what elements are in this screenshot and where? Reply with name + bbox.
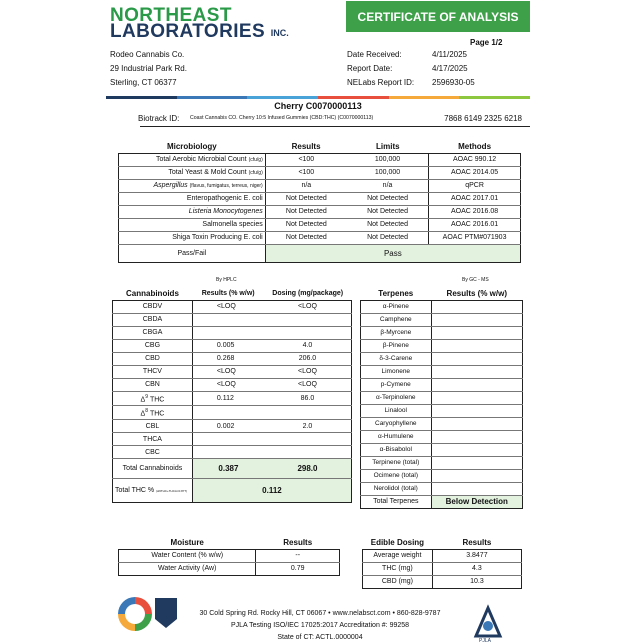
terp-row (361, 300, 523, 313)
micro-sub: (cfu/g) (248, 156, 263, 163)
cann-row (113, 446, 352, 459)
micro-name: Enteropathogenic E. coli (119, 192, 266, 205)
micro-name: Total Yeast & Mold Count (168, 168, 247, 176)
micro-row (119, 218, 521, 231)
terp-name: Limonene (361, 365, 432, 378)
micro-limit: Not Detected (347, 205, 429, 218)
terp-name: α-Humulene (361, 430, 432, 443)
terp-value (431, 339, 522, 352)
microbiology-table (118, 140, 521, 263)
total-cann-row (113, 459, 352, 479)
terp-value (431, 313, 522, 326)
cann-mg: 86.0 (264, 391, 352, 405)
terp-value (431, 482, 522, 495)
micro-limit: 100,000 (347, 166, 429, 179)
micro-method: AOAC PTM#071903 (429, 231, 521, 244)
total-thc-value: 0.112 (192, 479, 351, 503)
micro-row (119, 192, 521, 205)
micro-method: AOAC 2016.08 (429, 205, 521, 218)
terp-name: p-Cymene (361, 378, 432, 391)
micro-method: AOAC 2014.05 (429, 166, 521, 179)
micro-name: Salmonella species (119, 218, 266, 231)
cann-name: CBC (113, 446, 193, 459)
client-name: Rodeo Cannabis Co. (110, 50, 185, 59)
cann-row (113, 339, 352, 352)
cann-row (113, 405, 352, 419)
cann-mg (264, 433, 352, 446)
total-cann-label: Total Cannabinoids (113, 459, 193, 479)
total-terp-label: Total Terpenes (361, 495, 432, 508)
terp-value (431, 430, 522, 443)
terp-name: Caryophyllene (361, 417, 432, 430)
terp-name: α-Bisabolol (361, 443, 432, 456)
micro-result: Not Detected (265, 231, 347, 244)
terp-value (431, 404, 522, 417)
cann-pct: <LOQ (192, 300, 264, 313)
micro-row (119, 231, 521, 244)
micro-row (119, 179, 521, 192)
terp-row (361, 391, 523, 404)
cann-name: CBL (113, 420, 193, 433)
moisture-value: -- (256, 549, 340, 562)
cann-pct (192, 446, 264, 459)
micro-method: qPCR (429, 179, 521, 192)
edible-row (363, 575, 522, 588)
footer-accreditation: PJLA Testing ISO/IEC 17025:2017 Accreditation #: 99258 (230, 622, 410, 629)
client-address1: 29 Industrial Park Rd. (110, 64, 187, 73)
edible-row (363, 549, 522, 562)
terp-row (361, 352, 523, 365)
micro-method: AOAC 990.12 (429, 153, 521, 166)
micro-result: Not Detected (265, 205, 347, 218)
terp-row (361, 469, 523, 482)
terp-value (431, 326, 522, 339)
terp-name: β-Myrcene (361, 326, 432, 339)
terp-row (361, 482, 523, 495)
cann-row (113, 378, 352, 391)
terp-value (431, 417, 522, 430)
cann-mg (264, 405, 352, 419)
micro-row (119, 205, 521, 218)
cann-header: Dosing (mg/package) (264, 287, 352, 300)
cann-pct: <LOQ (192, 378, 264, 391)
cann-name: CBN (113, 378, 193, 391)
footer-state: State of CT: ACTL.0000004 (277, 634, 363, 641)
micro-header: Methods (429, 140, 521, 153)
terpenes-table (360, 287, 523, 509)
total-terp-value: Below Detection (431, 495, 522, 508)
received-label: Date Received: (347, 50, 402, 59)
cann-pct (192, 405, 264, 419)
terp-value (431, 365, 522, 378)
total-terp-row (361, 495, 523, 508)
report-id-label: NELabs Report ID: (347, 78, 415, 87)
cann-mg: <LOQ (264, 300, 352, 313)
cann-row (113, 420, 352, 433)
micro-result: <100 (265, 153, 347, 166)
cann-pct (192, 433, 264, 446)
terp-name: Ocimene (total) (361, 469, 432, 482)
received-date: 4/11/2025 (432, 50, 467, 59)
terp-row (361, 430, 523, 443)
logo-line1: NORTHEAST (110, 5, 232, 26)
passfail-value: Pass (265, 244, 520, 262)
total-thc-label: Total THC % (115, 486, 155, 494)
passfail-label: Pass/Fail (119, 244, 266, 262)
micro-result: <100 (265, 166, 347, 179)
cann-row (113, 326, 352, 339)
micro-result: Not Detected (265, 218, 347, 231)
cann-name: CBG (113, 339, 193, 352)
terp-row (361, 404, 523, 417)
cannabinoids-table (112, 287, 352, 503)
terp-name: β-Pinene (361, 339, 432, 352)
terp-value (431, 378, 522, 391)
cann-row (113, 433, 352, 446)
cann-pct: 0.002 (192, 420, 264, 433)
moisture-name: Water Activity (Aw) (119, 562, 256, 575)
edible-header: Results (432, 536, 521, 549)
edible-row (363, 562, 522, 575)
cann-mg (264, 313, 352, 326)
cann-name: THCA (113, 433, 193, 446)
report-id: 2596930-05 (432, 78, 475, 87)
cann-name: CBDA (113, 313, 193, 326)
cann-mg: 2.0 (264, 420, 352, 433)
page-number: Page 1/2 (470, 38, 503, 47)
cann-mg (264, 446, 352, 459)
terp-row (361, 313, 523, 326)
coa-title: CERTIFICATE OF ANALYSIS (346, 1, 530, 32)
cann-pct (192, 326, 264, 339)
logo-name: LABORATORIES (110, 21, 266, 42)
terp-value (431, 391, 522, 404)
hplc-note: By HPLC (216, 277, 237, 283)
edible-table (362, 536, 522, 589)
terp-name: Camphene (361, 313, 432, 326)
terp-row (361, 326, 523, 339)
report-date: 4/17/2025 (432, 64, 468, 73)
micro-header: Limits (347, 140, 429, 153)
micro-header: Microbiology (119, 140, 266, 153)
micro-limit: n/a (347, 179, 429, 192)
terp-value (431, 300, 522, 313)
terp-row (361, 378, 523, 391)
micro-sub: (flavus, fumigatus, terreus, niger) (189, 182, 263, 189)
micro-limit: Not Detected (347, 231, 429, 244)
moisture-row (119, 549, 340, 562)
cann-name: CBDV (113, 300, 193, 313)
pjla-text: PJLA (479, 638, 491, 642)
cann-name: CBD (113, 352, 193, 365)
cann-pct (192, 313, 264, 326)
total-cann-mg: 298.0 (264, 459, 352, 479)
edible-name: THC (mg) (363, 562, 433, 575)
total-cann-pct: 0.387 (192, 459, 264, 479)
cann-pct: 0.005 (192, 339, 264, 352)
micro-name: Aspergillus (153, 181, 188, 189)
terp-name: Nerolidol (total) (361, 482, 432, 495)
micro-header: Results (265, 140, 347, 153)
micro-row (119, 166, 521, 179)
terp-row (361, 339, 523, 352)
client-address2: Sterling, CT 06377 (110, 78, 177, 87)
cann-name: CBGA (113, 326, 193, 339)
terp-name: α-Pinene (361, 300, 432, 313)
cann-name: THCV (113, 365, 193, 378)
micro-limit: Not Detected (347, 218, 429, 231)
logo-line2 (110, 22, 289, 43)
cann-name: $\Delta^9$ THC (113, 391, 193, 405)
cann-mg: <LOQ (264, 365, 352, 378)
cann-mg (264, 326, 352, 339)
terp-value (431, 456, 522, 469)
terp-name: δ-3-Carene (361, 352, 432, 365)
terp-row (361, 417, 523, 430)
edible-value: 4.3 (432, 562, 521, 575)
micro-method: AOAC 2017.01 (429, 192, 521, 205)
cann-header: Cannabinoids (113, 287, 193, 300)
micro-row (119, 153, 521, 166)
terp-row (361, 443, 523, 456)
terp-value (431, 352, 522, 365)
terp-header: Results (% w/w) (431, 287, 522, 300)
moisture-name: Water Content (% w/w) (119, 549, 256, 562)
cann-name: $\Delta^8$ THC (113, 405, 193, 419)
micro-name: Total Aerobic Microbial Count (155, 155, 247, 163)
moisture-value: 0.79 (256, 562, 340, 575)
cann-row (113, 313, 352, 326)
moisture-header: Results (256, 536, 340, 549)
terp-name: Linalool (361, 404, 432, 417)
cann-row (113, 300, 352, 313)
micro-result: Not Detected (265, 192, 347, 205)
report-date-label: Report Date: (347, 64, 393, 73)
footer-address: 30 Cold Spring Rd. Rocky Hill, CT 06067 • www.nelabsct.com • 860-828-9787 (199, 610, 441, 617)
terp-row (361, 456, 523, 469)
cann-row (113, 365, 352, 378)
cann-mg: 206.0 (264, 352, 352, 365)
cann-mg: 4.0 (264, 339, 352, 352)
micro-limit: 100,000 (347, 153, 429, 166)
terp-value (431, 443, 522, 456)
footer (120, 608, 520, 644)
total-thc-row (113, 479, 352, 503)
biotrack-id: 7868 6149 2325 6218 (444, 114, 522, 123)
terp-name: α-Terpinolene (361, 391, 432, 404)
cann-pct: <LOQ (192, 365, 264, 378)
micro-method: AOAC 2016.01 (429, 218, 521, 231)
micro-name: Shiga Toxin Producing E. coli (119, 231, 266, 244)
logo-suffix: INC. (270, 28, 289, 38)
biotrack-desc: Coast Cannabis CO. Cherry 10:5 Infused Gummies (CBD:THC) (C0070000113) (190, 115, 374, 121)
cann-row (113, 391, 352, 405)
total-thc-formula: (Δ9THC+THCA×0.877) (156, 488, 188, 493)
terp-value (431, 469, 522, 482)
cann-pct: 0.112 (192, 391, 264, 405)
edible-header: Edible Dosing (363, 536, 433, 549)
edible-value: 3.8477 (432, 549, 521, 562)
cann-pct: 0.268 (192, 352, 264, 365)
gcms-note: By GC - MS (462, 277, 489, 283)
cann-mg: <LOQ (264, 378, 352, 391)
pjla-logo-icon (470, 602, 520, 642)
cann-header: Results (% w/w) (192, 287, 264, 300)
edible-name: Average weight (363, 549, 433, 562)
moisture-table (118, 536, 340, 576)
sample-name: Cherry C0070000113 (274, 101, 362, 111)
terp-header: Terpenes (361, 287, 432, 300)
color-bar (106, 96, 530, 99)
micro-limit: Not Detected (347, 192, 429, 205)
moisture-row (119, 562, 340, 575)
cann-row (113, 352, 352, 365)
edible-name: CBD (mg) (363, 575, 433, 588)
micro-name: Listeria Monocytogenes (119, 205, 266, 218)
micro-sub: (cfu/g) (248, 169, 263, 176)
terp-row (361, 365, 523, 378)
passfail-row (119, 244, 521, 262)
biotrack-label: Biotrack ID: (138, 114, 180, 123)
edible-value: 10.3 (432, 575, 521, 588)
micro-result: n/a (265, 179, 347, 192)
terp-name: Terpinene (total) (361, 456, 432, 469)
biotrack-row (106, 114, 530, 126)
moisture-header: Moisture (119, 536, 256, 549)
